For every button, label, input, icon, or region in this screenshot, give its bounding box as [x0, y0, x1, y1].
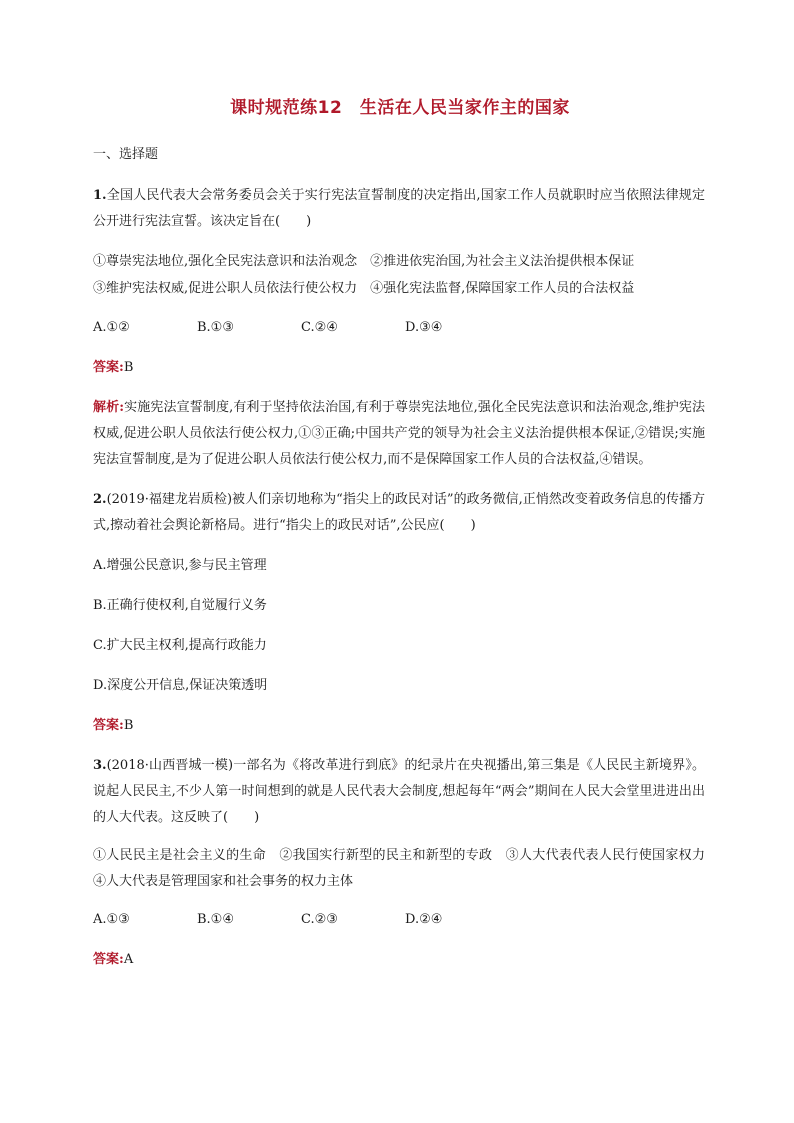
- page-title: 课时规范练12 生活在人民当家作主的国家: [230, 98, 570, 118]
- question-stem: [93, 753, 705, 831]
- question-3: [93, 753, 719, 973]
- worksheet: [93, 94, 719, 973]
- analysis: [93, 395, 705, 473]
- option-c: C.扩大民主权利,提高行政能力: [93, 638, 267, 653]
- choice-c: C.②④: [301, 320, 338, 335]
- answer-value: B: [123, 360, 134, 375]
- answer: [93, 713, 705, 739]
- statements: ①人民民主是社会主义的生命 ②我国实行新型的民主和新型的专政 ③人大代表代表人民行使国家权力 ④人大代表是管理国家和社会事务的权力主体: [93, 848, 719, 889]
- choice-row: [93, 315, 705, 341]
- option-d: D.深度公开信息,保证决策透明: [93, 678, 268, 693]
- statements-line: ①尊崇宪法地位,强化全民宪法意识和法治观念 ②推进依宪治国,为社会主义法治提供根本保证: [93, 254, 635, 269]
- question-2: [93, 487, 705, 739]
- answer-label: 答案:: [93, 360, 124, 375]
- question-text: 全国人民代表大会常务委员会关于实行宪法宣誓制度的决定指出,国家工作人员就职时应当依照法律规定公开进行宪法宣誓。该决定旨在( ): [93, 188, 705, 229]
- question-number: 1.: [93, 188, 107, 203]
- choice-b: B.①③: [197, 320, 234, 335]
- section-heading: 一、选择题: [93, 147, 159, 162]
- choice-c: C.②③: [301, 912, 338, 927]
- choice-d: D.③④: [405, 320, 443, 335]
- statements-line: ③维护宪法权威,促进公职人员依法行使公权力 ④强化宪法监督,保障国家工作人员的合法权益: [93, 281, 635, 296]
- option-b: B.正确行使权利,自觉履行义务: [93, 598, 267, 613]
- choice-a: A.①②: [93, 320, 130, 335]
- analysis-label: 解析:: [93, 400, 125, 415]
- analysis-text: 实施宪法宣誓制度,有利于坚持依法治国,有利于尊崇宪法地位,强化全民宪法意识和法治观念,维护宪法权威,促进公职人员依法行使公权力,①③正确;中国共产党的领导为社会主义法治提供根本保证,②错误;实施宪法宣誓制度,是为了促进公职人员依法行使公权力,而不是保障国家工作人员的合法权益,④错误。: [93, 400, 705, 467]
- question-stem: [93, 183, 705, 235]
- question-number: 2.: [93, 492, 107, 507]
- answer-value: A: [123, 952, 134, 967]
- question-stem: [93, 487, 705, 539]
- question-1: [93, 183, 705, 473]
- answer: [93, 355, 705, 381]
- answer-label: 答案:: [93, 952, 124, 967]
- choice-d: D.②④: [405, 912, 443, 927]
- answer-value: B: [123, 718, 134, 733]
- answer-label: 答案:: [93, 718, 124, 733]
- choice-row: [93, 907, 705, 933]
- choice-b: B.①④: [197, 912, 234, 927]
- question-text: (2018·山西晋城一模)一部名为《将改革进行到底》的纪录片在央视播出,第三集是《人民民主新境界》。说起人民民主,不少人第一时间想到的就是人民代表大会制度,想起每年“两会”期间在人民大会堂里进进出出的人大代表。这反映了( ): [93, 758, 705, 825]
- choice-a: A.①③: [93, 912, 130, 927]
- question-text: (2019·福建龙岩质检)被人们亲切地称为“指尖上的政民对话”的政务微信,正悄然改变着政务信息的传播方式,擦动着社会舆论新格局。进行“指尖上的政民对话”,公民应( ): [93, 492, 705, 533]
- answer: [93, 947, 705, 973]
- option-a: A.增强公民意识,参与民主管理: [93, 558, 267, 573]
- question-number: 3.: [93, 758, 107, 773]
